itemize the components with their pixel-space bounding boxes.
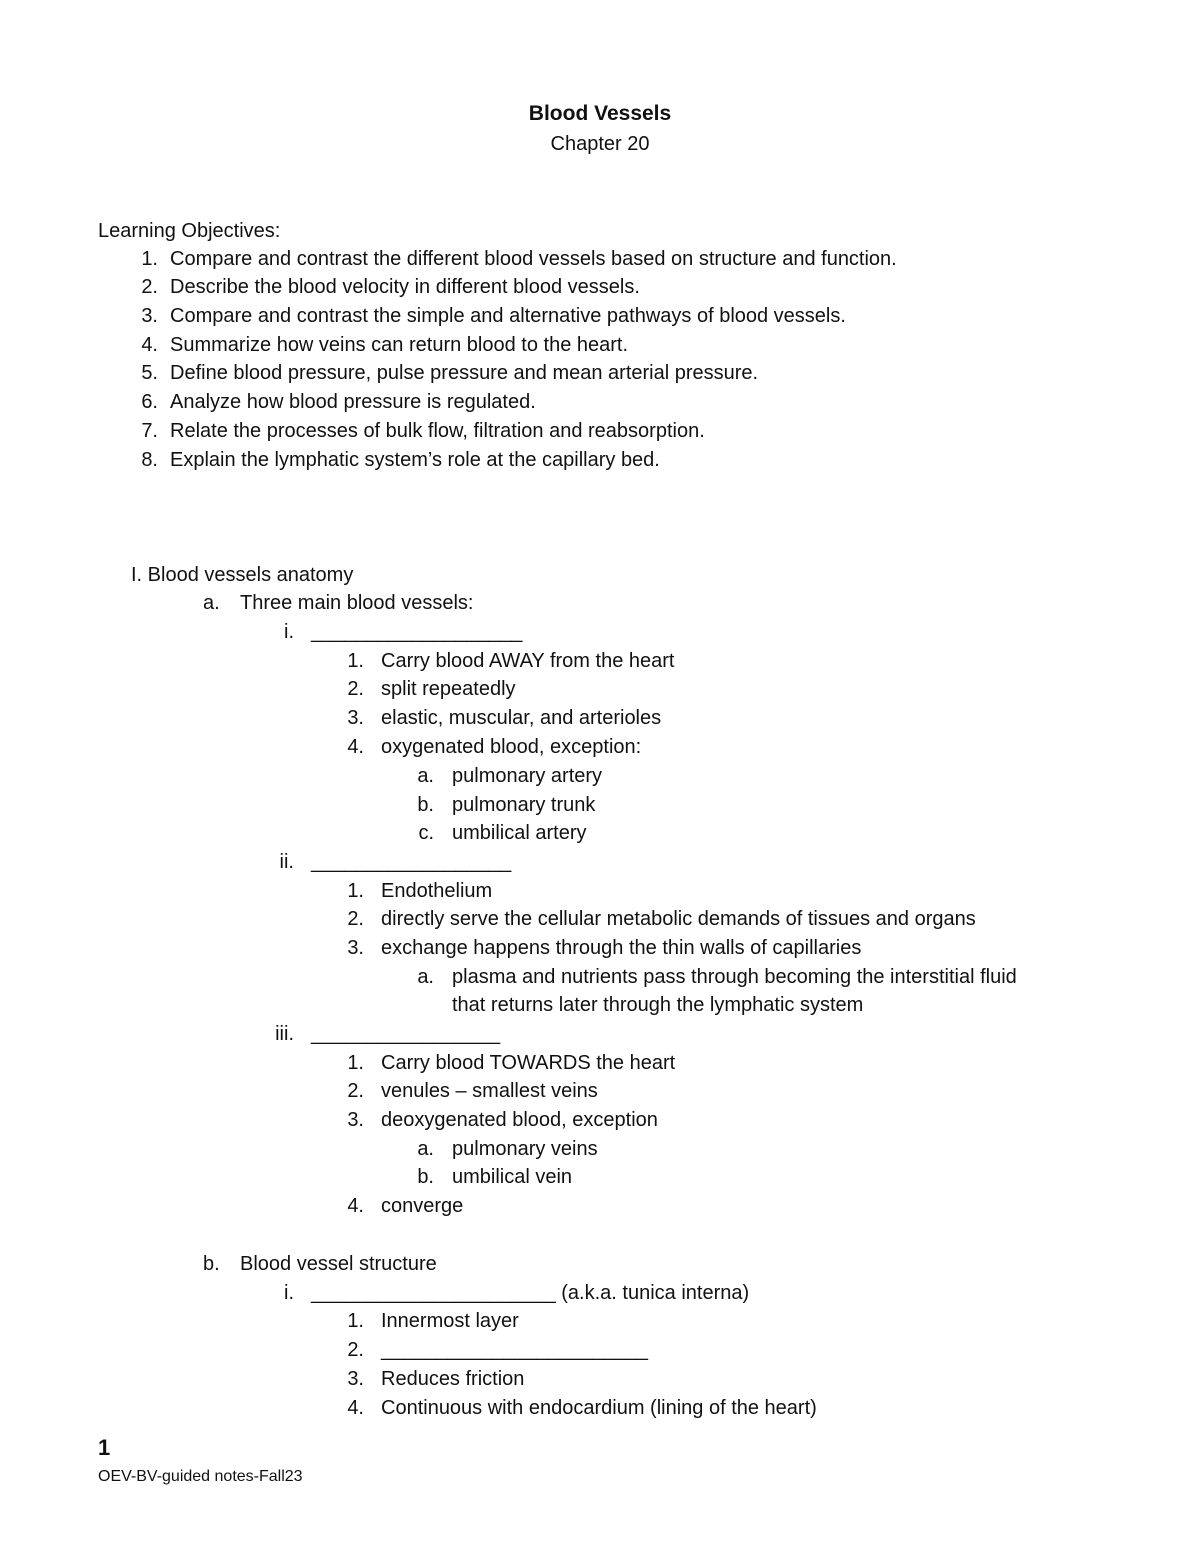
list-text: elastic, muscular, and arterioles [381, 707, 662, 729]
list-letter: a. [417, 765, 434, 787]
list-letter: b. [417, 794, 434, 816]
list-text: split repeatedly [381, 678, 516, 700]
list-text: oxygenated blood, exception: [381, 736, 642, 758]
outline-label-a: a. [203, 592, 220, 614]
list-text: venules – smallest veins [381, 1080, 598, 1102]
outline-text-b: Blood vessel structure [240, 1253, 437, 1275]
list-number: 3. [347, 937, 364, 959]
list-text: Summarize how veins can return blood to the heart. [170, 334, 629, 356]
fill-in-blank: ___________________ [311, 621, 523, 643]
list-number: 3. [347, 1109, 364, 1131]
list-text: umbilical vein [452, 1166, 573, 1188]
list-text: Reduces friction [381, 1368, 525, 1390]
list-number: 2. [347, 908, 364, 930]
list-text: umbilical artery [452, 822, 587, 844]
list-number: 4. [347, 1195, 364, 1217]
list-letter: a. [417, 1138, 434, 1160]
list-number: 3. [347, 707, 364, 729]
list-number: 2. [141, 276, 158, 298]
list-text: Relate the processes of bulk flow, filtration and reabsorption. [170, 420, 705, 442]
objectives-heading: Learning Objectives: [98, 220, 281, 242]
list-number: 2. [347, 678, 364, 700]
fill-in-blank-with-note: ______________________ (a.k.a. tunica interna) [311, 1282, 750, 1304]
list-text: Define blood pressure, pulse pressure and mean arterial pressure. [170, 362, 759, 384]
list-letter: b. [417, 1166, 434, 1188]
roman-label: iii. [275, 1023, 294, 1045]
list-text: Carry blood TOWARDS the heart [381, 1052, 676, 1074]
list-number: 1. [141, 248, 158, 270]
list-text: Innermost layer [381, 1310, 519, 1332]
list-text: Describe the blood velocity in different blood vessels. [170, 276, 640, 298]
list-text: Carry blood AWAY from the heart [381, 650, 675, 672]
section-heading: I. Blood vessels anatomy [131, 564, 354, 586]
document-title: Blood Vessels [528, 102, 672, 125]
list-letter: c. [418, 822, 434, 844]
list-text: Explain the lymphatic system’s role at the capillary bed. [170, 449, 660, 471]
outline-text-a: Three main blood vessels: [240, 592, 474, 614]
list-number: 1. [347, 1052, 364, 1074]
list-number: 6. [141, 391, 158, 413]
roman-label: i. [284, 621, 294, 643]
fill-in-blank: ________________________ [381, 1339, 648, 1361]
list-text: pulmonary veins [452, 1138, 598, 1160]
list-number: 4. [347, 736, 364, 758]
footer-label: OEV-BV-guided notes-Fall23 [98, 1468, 303, 1485]
list-number: 4. [347, 1397, 364, 1419]
list-text: Endothelium [381, 880, 493, 902]
list-number: 3. [347, 1368, 364, 1390]
list-number: 2. [347, 1339, 364, 1361]
list-number: 1. [347, 650, 364, 672]
list-number: 4. [141, 334, 158, 356]
fill-in-blank: __________________ [311, 851, 512, 873]
list-text: exchange happens through the thin walls of capillaries [381, 937, 862, 959]
list-number: 2. [347, 1080, 364, 1102]
list-number: 5. [141, 362, 158, 384]
list-number: 7. [141, 420, 158, 442]
list-number: 1. [347, 880, 364, 902]
list-text-continued: that returns later through the lymphatic system [452, 994, 864, 1016]
list-text: converge [381, 1195, 464, 1217]
list-letter: a. [417, 966, 434, 988]
list-text: Analyze how blood pressure is regulated. [170, 391, 536, 413]
list-text: Compare and contrast the simple and alternative pathways of blood vessels. [170, 305, 846, 327]
list-text: deoxygenated blood, exception [381, 1109, 658, 1131]
document-subtitle: Chapter 20 [550, 133, 650, 155]
fill-in-blank: _________________ [311, 1023, 501, 1045]
roman-label: ii. [279, 851, 294, 873]
list-text: plasma and nutrients pass through becoming the interstitial fluid [452, 966, 1017, 988]
list-text: Compare and contrast the different blood vessels based on structure and function. [170, 248, 897, 270]
page-number: 1 [98, 1435, 111, 1460]
list-text: directly serve the cellular metabolic demands of tissues and organs [381, 908, 976, 930]
list-number: 8. [141, 449, 158, 471]
list-text: Continuous with endocardium (lining of the heart) [381, 1397, 817, 1419]
list-text: pulmonary trunk [452, 794, 596, 816]
list-number: 3. [141, 305, 158, 327]
outline-label-b: b. [203, 1253, 220, 1275]
roman-label: i. [284, 1282, 294, 1304]
list-text: pulmonary artery [452, 765, 603, 787]
list-number: 1. [347, 1310, 364, 1332]
